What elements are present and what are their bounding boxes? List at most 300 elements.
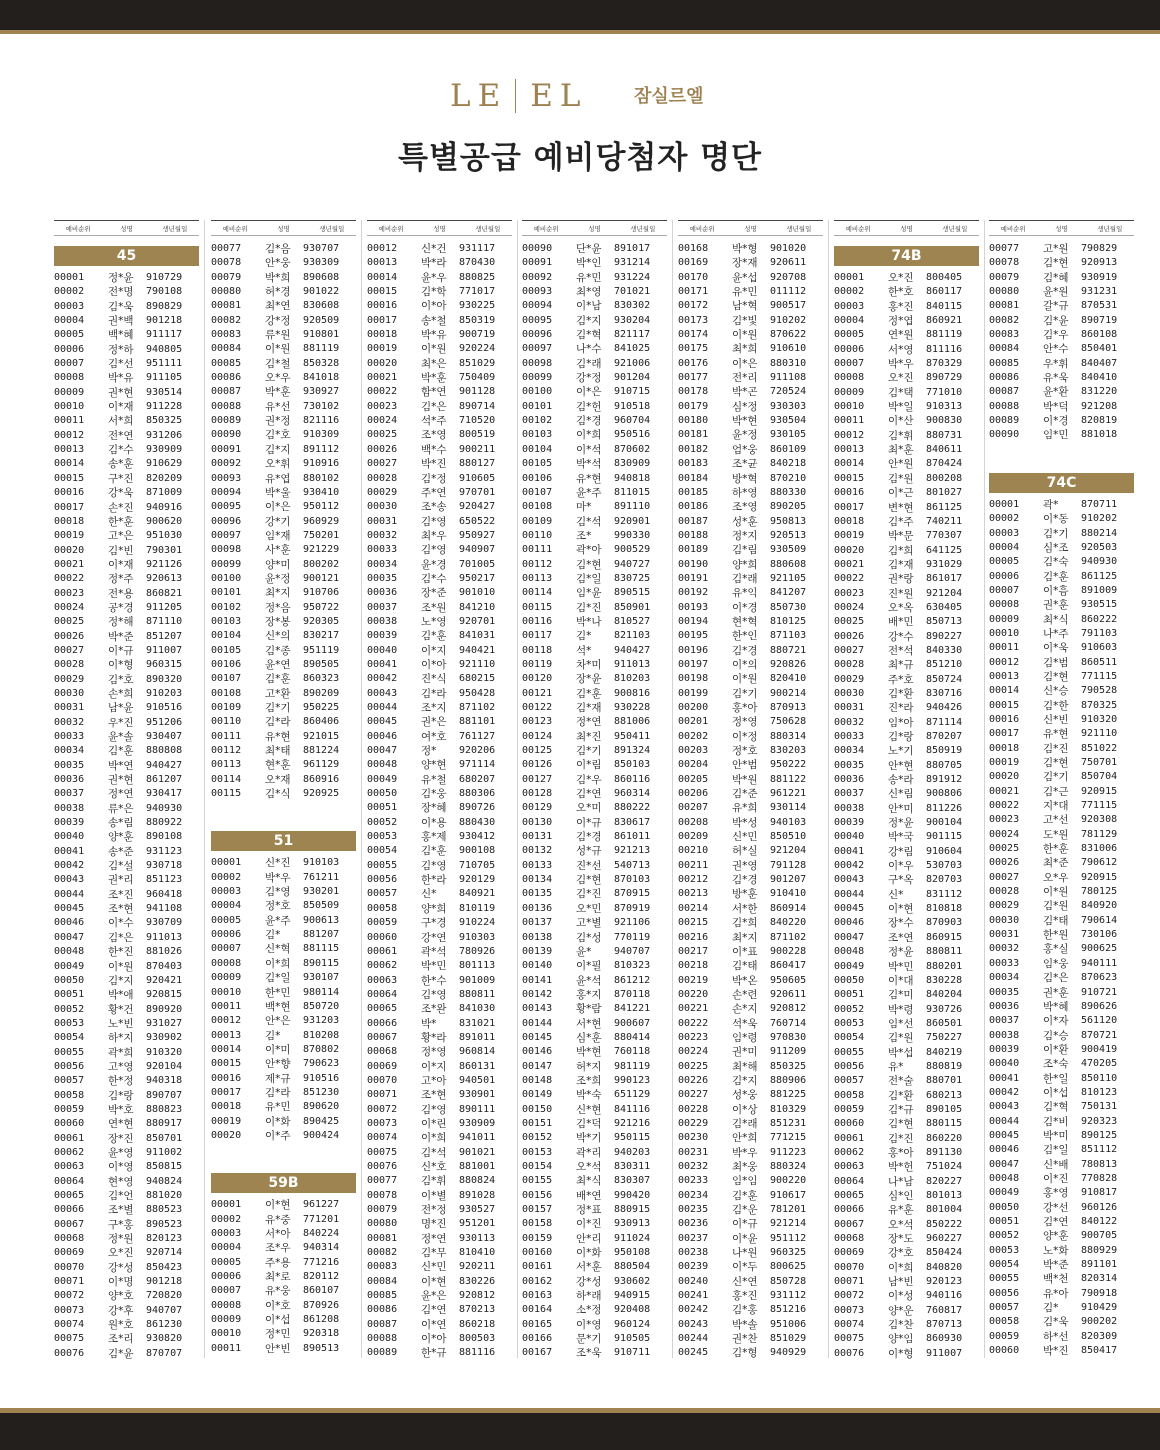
name-cell: 구*홍 [108,1218,134,1231]
list-row [678,801,823,815]
list-row [367,500,512,514]
rank-cell: 00045 [367,716,398,728]
rank-cell: 00181 [678,429,709,441]
name-cell: 박*원 [732,773,758,786]
name-cell: 박*현 [576,1046,602,1059]
birth-cell: 891110 [614,501,651,513]
rank-cell: 00017 [54,501,85,513]
name-cell: 정*연 [108,788,134,801]
list-row [678,342,823,356]
rank-cell: 00033 [834,731,865,742]
birth-cell: 820209 [146,472,183,484]
birth-cell: 990420 [614,1189,651,1201]
rank-cell: 00023 [367,400,398,412]
list-row [834,1089,979,1103]
list-row [834,687,979,701]
birth-cell: 920206 [459,745,496,757]
birth-cell: 861011 [614,831,651,843]
birth-cell: 870915 [614,888,651,900]
rank-cell: 00044 [367,702,398,713]
list-row [989,1201,1134,1215]
name-cell: 임*재 [265,529,291,542]
list-row [834,1117,979,1131]
list-row [211,1227,356,1241]
birth-cell: 880414 [614,1031,651,1043]
name-cell: 신*진 [265,857,291,870]
list-row [678,1160,823,1174]
list-row [834,529,979,543]
list-row [54,873,199,887]
list-row [989,828,1134,842]
list-row [834,285,979,299]
name-cell: 강*성 [108,1261,134,1274]
name-cell: 이*은 [576,386,602,399]
birth-cell: 870602 [614,443,651,455]
list-row [834,314,979,328]
name-cell: 김*정 [421,472,447,485]
birth-cell: 901204 [614,372,651,384]
name-cell: 김*영 [421,1103,447,1116]
name-cell: 박*민 [888,960,914,973]
list-row [522,916,667,930]
birth-cell: 920812 [770,1003,807,1015]
list-row [678,1346,823,1360]
rank-cell: 00106 [211,658,242,670]
birth-cell: 920318 [303,1328,340,1340]
birth-cell: 981119 [614,1060,651,1072]
list-column [211,220,356,1356]
rank-cell: 00001 [211,857,242,869]
birth-cell: 790108 [146,286,183,298]
rank-cell: 00017 [834,501,865,513]
name-cell: 전*술 [888,1075,914,1088]
list-row [678,443,823,457]
birth-cell: 911205 [146,601,183,613]
name-cell: 이*섭 [265,1314,291,1327]
name-cell: 한*진 [108,946,134,959]
list-row [54,544,199,558]
name-cell: 김*훈 [732,1189,758,1202]
birth-cell: 820314 [1081,1273,1118,1285]
birth-cell: 881001 [459,1161,496,1172]
rank-cell: 00026 [54,630,85,642]
list-row [522,486,667,500]
rank-cell: 00177 [678,372,709,384]
birth-cell: 921126 [146,558,183,570]
list-row [211,672,356,686]
birth-cell: 890111 [459,1103,496,1115]
name-cell: 박*온 [732,974,758,987]
rank-cell: 00082 [989,314,1020,326]
rank-cell: 00070 [834,1261,865,1273]
name-cell: 김*언 [108,1190,134,1202]
rank-cell: 00036 [989,1000,1020,1012]
name-cell: 방*훈 [732,888,758,901]
list-row [834,400,979,414]
birth-cell: 911223 [770,1146,807,1158]
rank-cell: 00067 [54,1218,85,1230]
name-cell: 성*훈 [732,515,758,528]
birth-cell: 900607 [614,1017,651,1029]
birth-cell: 800503 [459,1333,496,1345]
name-cell: 김*경 [732,644,758,657]
birth-cell: 830909 [614,458,651,470]
birth-cell: 830217 [303,630,340,642]
name-cell: 신*건 [421,243,447,255]
rank-cell: 00008 [211,957,242,969]
birth-cell: 780813 [1081,1158,1118,1170]
birth-cell: 771216 [303,1256,340,1268]
birth-cell: 930514 [146,386,183,398]
birth-cell: 920613 [146,573,183,585]
rank-cell: 00115 [522,601,553,613]
rank-cell: 00032 [989,943,1020,955]
birth-cell: 900211 [459,443,496,455]
name-cell: 윤*연 [265,658,291,671]
rank-cell: 00029 [989,900,1020,912]
birth-cell: 940707 [614,945,651,957]
list-row [834,830,979,844]
birth-cell: 820309 [1081,1330,1118,1342]
list-row [834,1046,979,1060]
birth-cell: 910224 [459,917,496,929]
list-row [211,256,356,270]
birth-cell: 750701 [1081,757,1118,768]
rank-cell: 00040 [54,831,85,843]
rank-cell: 00010 [211,986,242,998]
list-row [834,357,979,371]
name-cell: 이*형 [108,659,134,672]
rank-cell: 00196 [678,644,709,656]
rank-cell: 00043 [54,874,85,886]
birth-cell: 880922 [146,817,183,829]
rank-cell: 00017 [989,728,1020,740]
rank-cell: 00038 [989,1029,1020,1041]
list-row [678,1232,823,1246]
list-row [834,773,979,787]
birth-cell: 870711 [1081,498,1118,510]
name-cell: 강*정 [576,372,602,385]
name-cell: 권*현 [108,386,134,399]
list-row [54,443,199,457]
rank-cell: 00226 [678,1074,709,1086]
rank-cell: 00092 [522,271,553,283]
rank-cell: 00060 [989,1345,1020,1357]
list-row [522,658,667,672]
name-cell: 우*휘 [1043,357,1069,370]
name-cell: 김*일 [1043,1144,1069,1157]
rank-cell: 00185 [678,486,709,498]
rank-cell: 00016 [367,300,398,312]
list-row [211,942,356,956]
rank-cell: 00077 [367,1175,398,1187]
list-row [211,543,356,557]
birth-cell: 750227 [926,1032,963,1044]
birth-cell: 870103 [614,874,651,886]
name-cell: 김*랑 [108,1089,134,1102]
name-cell: 오*석 [888,1218,914,1231]
list-row [367,1045,512,1059]
rank-cell: 00199 [678,687,709,699]
list-row [678,816,823,830]
name-cell: 정*윤 [888,817,914,830]
birth-cell: 940930 [146,802,183,814]
rank-cell: 00103 [522,429,553,441]
birth-cell: 880127 [459,458,496,470]
birth-cell: 890608 [303,271,340,283]
birth-cell: 841116 [614,1103,651,1115]
list-row [367,1246,512,1260]
name-cell: 이*호 [265,1299,291,1312]
name-cell: 김*근 [1043,785,1069,798]
unit-type-label: 51 [211,831,356,851]
birth-cell: 940421 [459,644,496,656]
rank-cell: 00083 [367,1261,398,1273]
rank-cell: 00146 [522,1046,553,1058]
list-row [989,428,1134,442]
rank-cell: 00059 [367,917,398,929]
name-cell: 조*균 [732,458,758,471]
birth-cell: 851112 [1081,1144,1118,1156]
list-row [54,673,199,687]
birth-cell: 940929 [770,1347,807,1359]
name-cell: 노*기 [888,745,914,758]
name-cell: 윤*원 [1043,286,1069,299]
list-row [54,945,199,959]
name-cell: 석*주 [421,415,447,428]
birth-cell: 880214 [1081,527,1118,539]
name-cell: 안*웅 [265,257,291,270]
rank-cell: 00237 [678,1232,709,1244]
name-cell: 정*영 [732,716,758,729]
rank-cell: 00017 [211,1086,242,1098]
birth-cell: 771201 [303,1213,340,1225]
list-row [211,271,356,285]
list-row [211,899,356,913]
table-header [678,220,823,236]
name-cell: 홍*진 [732,1290,758,1303]
name-cell: 이*규 [576,816,602,829]
rank-cell: 00058 [834,1089,865,1101]
birth-cell: 011112 [770,286,807,298]
name-cell: 김*원 [1043,900,1069,913]
birth-cell: 841221 [614,1003,651,1015]
birth-cell: 910721 [1081,986,1118,998]
birth-cell: 881119 [926,329,963,341]
list-row [211,414,356,428]
list-row [367,314,512,328]
list-row [211,1241,356,1255]
rank-cell: 00051 [989,1216,1020,1227]
list-row [834,1017,979,1031]
brand-subtitle: 잠실르엘 [634,86,704,107]
name-cell: 김*호 [265,429,291,442]
list-row [522,1160,667,1174]
birth-cell: 870118 [614,988,651,1000]
name-cell: 박*유 [421,329,447,342]
list-row [522,672,667,686]
name-cell: 석*욱 [732,1017,758,1030]
list-row [522,443,667,457]
rank-cell: 00072 [834,1290,865,1302]
list-row [211,1115,356,1129]
rank-cell: 00142 [522,988,553,1000]
list-row [678,974,823,988]
list-row [522,1031,667,1045]
birth-cell: 630405 [926,601,963,613]
rank-cell: 00101 [211,587,242,599]
list-row [989,271,1134,285]
birth-cell: 791103 [1081,627,1118,639]
birth-cell: 900806 [926,788,963,800]
list-row [678,328,823,342]
rank-cell: 00158 [522,1218,553,1230]
name-cell: 김*진 [576,601,602,614]
name-cell: 임*령 [732,1031,758,1044]
birth-cell: 811015 [614,486,651,498]
birth-cell: 790829 [1081,243,1118,254]
birth-cell: 470205 [1081,1058,1118,1070]
name-cell: 주*연 [421,486,447,499]
birth-cell: 920509 [303,314,340,326]
birth-cell: 990330 [614,529,651,541]
rank-cell: 00050 [54,974,85,986]
birth-cell: 871103 [770,630,807,642]
rank-cell: 00049 [989,1187,1020,1199]
rank-cell: 00049 [54,960,85,972]
name-cell: 김*미 [888,989,914,1002]
name-cell: 김*비 [1043,1115,1069,1128]
list-row [678,486,823,500]
list-row [54,285,199,299]
name-cell: 이*근 [888,487,914,500]
name-cell: 박*나 [576,615,602,628]
birth-cell: 901009 [459,974,496,986]
name-cell: 윤*석 [576,974,602,987]
rank-cell: 00005 [54,329,85,341]
rank-cell: 00042 [54,860,85,872]
list-row [989,871,1134,885]
rank-cell: 00041 [54,845,85,857]
birth-cell: 930902 [146,1032,183,1044]
list-row [989,342,1134,356]
rank-cell: 00208 [678,816,709,828]
name-cell: 장*봉 [265,615,291,628]
rank-cell: 00018 [54,515,85,527]
list-row [989,598,1134,612]
list-row [678,242,823,256]
rank-cell: 00121 [522,687,553,699]
name-cell: 김*라 [265,1086,291,1099]
list-row [54,371,199,385]
birth-cell: 960814 [459,1046,496,1058]
birth-cell: 960418 [146,888,183,900]
list-row [989,1272,1134,1286]
birth-cell: 940727 [614,558,651,570]
birth-cell: 870623 [1081,972,1118,984]
name-cell: 안*범 [732,759,758,772]
birth-cell: 910603 [1081,642,1118,654]
rank-cell: 00118 [522,644,553,656]
list-row [834,1074,979,1088]
list-row [367,1332,512,1346]
rank-cell: 00235 [678,1204,709,1216]
rank-cell: 00194 [678,615,709,627]
name-cell: 박*준 [1043,1259,1069,1272]
list-row [989,713,1134,727]
list-row [522,873,667,887]
list-row [367,285,512,299]
name-cell: 한*민 [265,986,291,999]
rank-cell: 00165 [522,1318,553,1330]
rank-cell: 00188 [678,529,709,541]
name-cell: 이*원 [732,329,758,342]
list-row [211,1086,356,1100]
list-row [834,931,979,945]
rank-cell: 00239 [678,1261,709,1273]
rank-cell: 00011 [989,642,1020,654]
rank-cell: 00020 [211,1129,242,1141]
list-row [54,501,199,515]
rank-cell: 00021 [367,372,398,384]
list-row [367,271,512,285]
name-cell: 홍*아 [732,702,758,714]
list-row [678,1289,823,1303]
list-row [834,1304,979,1318]
name-cell: 김*설 [108,860,134,873]
birth-cell: 771115 [1081,670,1118,682]
rank-cell: 00132 [522,845,553,857]
rank-cell: 00192 [678,587,709,599]
rank-cell: 00163 [522,1290,553,1302]
rank-cell: 00035 [989,986,1020,998]
birth-cell: 850704 [1081,771,1118,783]
birth-cell: 880201 [926,960,963,972]
birth-cell: 881115 [303,943,340,955]
birth-cell: 861230 [146,1319,183,1331]
list-row [834,587,979,601]
name-cell: 유*민 [732,286,758,299]
list-row [211,342,356,356]
header-name: 성명 [433,224,446,233]
list-row [522,1332,667,1346]
name-cell: 연*현 [108,1118,134,1131]
birth-cell: 931206 [146,429,183,441]
name-cell: 이*규 [732,1218,758,1231]
rank-cell: 00001 [834,272,865,283]
list-row [54,931,199,945]
birth-cell: 861208 [303,1314,340,1326]
name-cell: 성*규 [576,845,602,858]
rank-cell: 00034 [989,972,1020,984]
name-cell: 정*엽 [888,315,914,328]
birth-cell: 771115 [1081,800,1118,812]
unit-type-label: 59B [211,1173,356,1193]
rank-cell: 00216 [678,931,709,943]
name-cell: 안*은 [265,1015,291,1028]
rank-cell: 00105 [522,458,553,470]
list-row [522,773,667,787]
list-row [678,558,823,572]
list-row [211,1043,356,1057]
list-row [678,1002,823,1016]
name-cell: 권*훈 [1043,599,1069,612]
name-cell: 이*화 [576,1247,602,1260]
rank-cell: 00021 [54,558,85,570]
list-row [678,414,823,428]
list-row [989,1072,1134,1086]
birth-cell: 910202 [1081,513,1118,525]
